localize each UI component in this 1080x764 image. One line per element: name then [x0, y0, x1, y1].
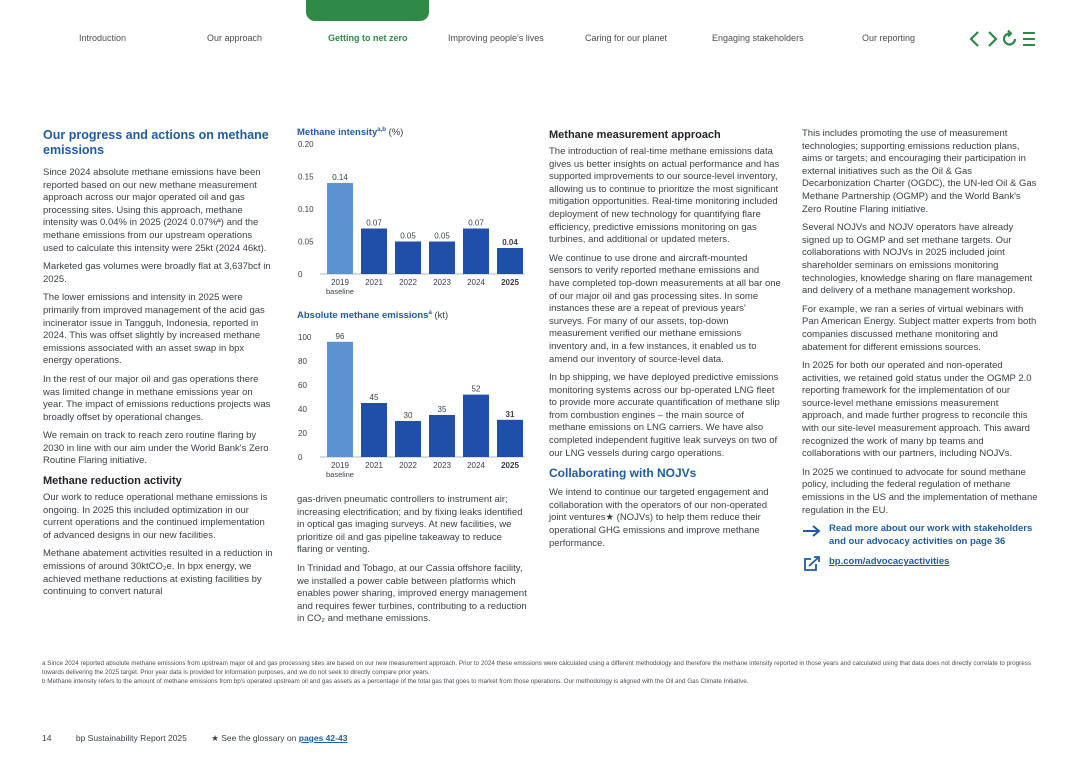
footnote-a: a Since 2024 reported absolute methane emissions from upstream major oil and gas processing sites are based on our new measurement approach. Prior to 2024 these emissions were calculated using a different methodology and therefore the methane intensity reported in those years and calculated using that data does not directly correlate to progress towards delivering the 2025 target. Prior year data is provided for information purposes, and we do not seek to directly compare prior years. — [42, 660, 1032, 676]
nav-engaging-stakeholders[interactable]: Engaging stakeholders — [712, 33, 804, 43]
glossary-pages-link[interactable]: pages 42-43 — [298, 733, 348, 743]
nav-improving-peoples-lives[interactable]: Improving people's lives — [448, 33, 544, 43]
data-label: 45 — [369, 393, 379, 402]
x-tick-label: 2023 — [433, 461, 451, 470]
data-label: 0.07 — [366, 218, 382, 228]
section-heading: Our progress and actions on methane emissions — [43, 128, 269, 157]
data-label: 35 — [437, 405, 447, 414]
y-tick-label: 0.05 — [298, 237, 314, 247]
x-tick-label: 2025 — [501, 278, 519, 287]
arrow-right-icon — [802, 524, 822, 538]
nav-getting-to-net-zero[interactable]: Getting to net zero — [328, 33, 408, 43]
paragraph: Several NOJVs and NOJV operators have already signed up to OGMP and set methane targets. Our collaborations with NOJVs in 2025 included joint shareholder seminars on emissions monitoring technologies, knowledge sharing on flare management and delivery of a methane management workshop. — [802, 222, 1033, 297]
paragraph: The lower emissions and intensity in 2025 were primarily from improved management of the acid gas incinerator issue in Tangguh, Indonesia, reported in 2024. This was offset slightly by increased methane emissions associated with an asset swap in bpx energy operations. — [43, 292, 265, 367]
x-tick-label: 2022 — [399, 278, 417, 287]
paragraph: Our work to reduce operational methane emissions is ongoing. In 2025 this included optimization in our current operations and the continued implementation of advanced designs in our new facilities. — [43, 492, 268, 541]
chart-title-text: Methane intensity — [297, 127, 378, 139]
x-category-note: baseline — [326, 470, 354, 479]
paragraph: In the rest of our major oil and gas operations there was limited change in methane emissions year on year. The impact of emissions reductions projects was broadly offset by operational changes. — [43, 373, 271, 423]
section-heading: Methane measurement approach — [549, 129, 721, 141]
nav-caring-for-our-planet[interactable]: Caring for our planet — [585, 33, 668, 43]
x-tick-label: 2019 — [331, 278, 349, 287]
paragraph: Methane abatement activities resulted in a reduction in emissions of around 30ktCO₂e. In bpx energy, we achieved methane reductions at existing facilities by continuing to convert natural — [43, 548, 273, 598]
chart-title-footnote-ref: a — [428, 310, 432, 316]
nav-our-approach[interactable]: Our approach — [207, 33, 263, 43]
data-label: 0.04 — [502, 238, 518, 247]
paragraph: For example, we ran a series of virtual webinars with Pan American Energy. Subject matter experts from both companies discussed methane monitoring and abatement for different emissions sources. — [802, 303, 1037, 353]
report-title: bp Sustainability Report 2025 — [75, 733, 187, 743]
page-footer — [42, 733, 369, 744]
y-tick-label: 100 — [298, 333, 312, 342]
bar — [429, 415, 455, 457]
y-tick-label: 40 — [298, 405, 307, 414]
nav-introduction[interactable]: Introduction — [79, 33, 127, 43]
y-tick-label: 0.15 — [298, 172, 314, 182]
data-label: 31 — [505, 409, 515, 419]
x-tick-label: 2021 — [365, 278, 383, 287]
paragraph: gas-driven pneumatic controllers to instrument air; increasing electrification; and by fixing leaks identified in optical gas imaging surveys. At new facilities, we prioritize oil and gas pipeline takeaway to reduce flaring or venting. — [297, 494, 523, 556]
glossary-reference — [211, 733, 347, 743]
section-heading: Collaborating with NOJVs — [549, 466, 697, 481]
chart-title-footnote-ref: a,b — [377, 127, 386, 133]
x-tick-label: 2024 — [467, 278, 485, 287]
data-label: 0.05 — [434, 231, 450, 241]
page-number: 14 — [42, 733, 52, 743]
footnote-b: b Methane intensity refers to the amount of methane emissions from bp's operated upstream oil and gas assets as a percentage of the total gas that goes to market from those operations. Our methodology is aligned with the Oil and Gas Climate Initiative. — [42, 678, 749, 686]
stakeholders-link[interactable] — [802, 523, 1038, 548]
bar — [327, 342, 353, 457]
bar — [395, 421, 421, 457]
data-label: 52 — [471, 384, 481, 394]
paragraph: We intend to continue our targeted engagement and collaboration with the operators of our non-operated joint ventures★ (NOJVs) to help them reduce their operational GHG emissions and improve methane performance. — [549, 487, 769, 549]
column-4 — [802, 128, 1038, 572]
paragraph: This includes promoting the use of measurement technologies; supporting emissions reduction plans, aims or targets; and encouraging their participation in external initiatives such as the Oil & Gas Decarbonization Charter (OGDC), the UN-led Oil & Gas Methane Partnership (OGMP) and the World Bank's Zero Routine Flaring initiative. — [802, 128, 1037, 215]
x-tick-label: 2021 — [365, 461, 383, 470]
paragraph: In 2025 we continued to advocate for sound methane policy, including the federal regulation of methane emissions in the US and the implementation of methane regulation in the EU. — [802, 466, 1038, 516]
bar — [463, 395, 489, 457]
x-tick-label: 2025 — [501, 461, 519, 470]
bar — [361, 403, 387, 457]
footnotes — [42, 660, 1038, 688]
column-2 — [297, 494, 527, 632]
y-tick-label: 60 — [298, 381, 307, 390]
column-3 — [549, 128, 781, 556]
x-tick-label: 2024 — [467, 461, 485, 470]
nav-our-reporting[interactable]: Our reporting — [862, 33, 916, 43]
x-tick-label: 2022 — [399, 461, 417, 470]
y-tick-label: 0 — [298, 453, 303, 462]
paragraph: Since 2024 absolute methane emissions have been reported based on our new methane measurement approach across our major operated oil and gas processing sites. Using this approach, methane intensity was 0.04% in 2025 (2024 0.07%ª) and the methane emissions from our upstream operations used to calculate this intensity were 25kt (2024 46kt). — [43, 167, 267, 254]
data-label: 30 — [403, 411, 413, 420]
y-tick-label: 0.10 — [298, 205, 314, 214]
chart-title-text: Absolute methane emissions — [297, 310, 429, 322]
x-tick-label: 2023 — [433, 278, 451, 287]
x-tick-label: 2019 — [331, 461, 349, 470]
data-label: 0.07 — [468, 218, 484, 228]
advocacy-link[interactable] — [802, 556, 1038, 572]
data-label: 0.05 — [400, 231, 416, 241]
y-tick-label: 0 — [298, 270, 303, 279]
paragraph: We continue to use drone and aircraft-mounted sensors to verify reported methane emissions and have completed top-down measurements at all bar one of our major oil and gas processing sites. In some instances these are a repeat of previous years' surveys. For many of our assets, top-down measurement verified our methane emissions inventory and, in a few instances, it enabled us to amend our inventory of source-level data. — [549, 252, 781, 365]
paragraph: In 2025 for both our operated and non-operated activities, we retained gold status under the OGMP 2.0 reporting framework for the implementation of our source-level methane emissions measurement approach, and made further progress to reconcile this with our site-level measurement approach. This award recognized the work of many bp teams and collaborations with our partners, including NOJVs. — [802, 360, 1032, 460]
y-tick-label: 20 — [298, 429, 307, 438]
glossary-prefix: ★ See the glossary on — [211, 733, 299, 743]
paragraph: We remain on track to reach zero routine flaring by 2030 in line with our aim under the World Bank's Zero Routine Flaring initiative. — [43, 430, 269, 467]
chart-unit: (%) — [388, 127, 404, 139]
paragraph: In Trinidad and Tobago, at our Cassia offshore facility, we installed a power cable between platforms which enables power sharing, improved energy management and requires fewer turbines, contributing to a reduction in CO₂ and methane emissions. — [297, 562, 527, 625]
external-link-icon — [802, 556, 822, 572]
subsection-heading: Methane reduction activity — [43, 475, 182, 488]
y-tick-label: 0.20 — [298, 140, 314, 149]
chart-unit: (kt) — [434, 310, 449, 322]
y-tick-label: 80 — [298, 357, 307, 366]
data-label: 96 — [335, 331, 345, 341]
advocacy-link-text[interactable]: bp.com/advocacyactivities — [829, 556, 950, 568]
x-category-note: baseline — [326, 287, 354, 296]
paragraph: The introduction of real-time methane emissions data gives us better insights on actual performance and has supported improvements to our source-level inventory, allowing us to continue to prioritize the most significant mitigation opportunities. Real-time monitoring included deployment of new technology for quantifying flare efficiency, predictive emissions monitoring on gas turbines, and additional or updated meters. — [549, 146, 780, 246]
bar — [497, 420, 523, 457]
paragraph: Marketed gas volumes were broadly flat at 3,637bcf in 2025. — [43, 261, 271, 285]
data-label: 0.14 — [332, 173, 348, 182]
paragraph: In bp shipping, we have deployed predictive emissions monitoring systems across our bp-operated LNG fleet to provide more accurate quantification of methane slip from combustion engines – the main source of methane emissions on LNG carriers. We have also completed independent fugitive leak surveys on two of our LNG vessels during cargo operations. — [549, 372, 780, 459]
stakeholders-link-text[interactable]: Read more about our work with stakeholders and our advocacy activities on page 36 — [829, 523, 1033, 547]
